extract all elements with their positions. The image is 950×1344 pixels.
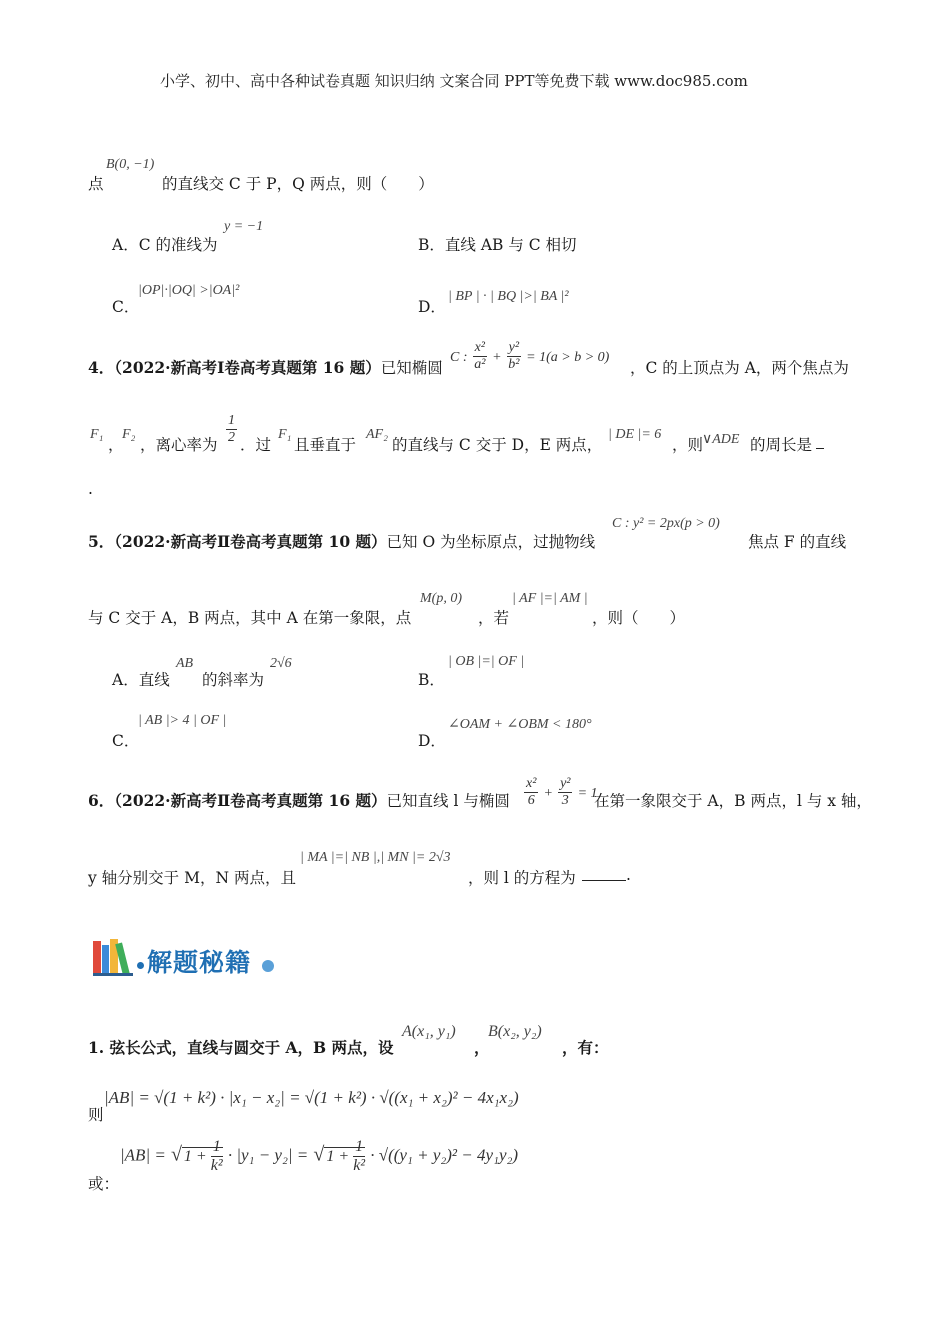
tip1-formula-y: |AB| = √ 1 + $\frac{1}{\text{k²}}$ · |y₁ − y₂| = √ 1 + $\frac{1}{\text{k²}}$ · √((y₁ + y₂)² − 4y₁y₂) (120, 1138, 519, 1175)
tip1-f2-frac2 (353, 1138, 365, 1176)
q5-option-a: A．直线 (112, 671, 170, 689)
q6-ellipse-equation: $\frac{\text{x²}}{6}$ + $\frac{\text{y²}}{3}$ = 1 (526, 776, 598, 809)
section-dot-small (137, 962, 144, 969)
q3-option-d-math: | BP | · | BQ |>| BA |² (448, 289, 569, 304)
tip1-f2-frac2-den: k² (353, 1157, 366, 1175)
q4-ellipse-equation: C : $\frac{\text{x²}}{\text{a²}}$ + $\frac{\text{y²}}{\text{b²}}$ = 1(a > b > 0) (450, 340, 610, 373)
tip1-formula-x: |AB| = √(1 + k²) · |x₁ − x₂| = √(1 + k²) · √((x₁ + x₂)² − 4x₁x₂) (104, 1088, 519, 1107)
q4-l2-t5: ，则 (672, 436, 704, 454)
q3-option-b: B．直线 AB 与 C 相切 (418, 236, 577, 254)
q3-option-d: D． (418, 298, 446, 316)
q5-option-a-text: 的斜率为 (202, 671, 265, 689)
q5-option-d-math: ∠OAM + ∠OBM < 180° (448, 717, 592, 732)
q3-option-c-math: |OP|·|OQ| >|OA|² (138, 283, 240, 298)
q4-text1: 已知椭圆 (380, 359, 443, 377)
tip1-text1: 1. 弦长公式，直线与圆交于 A，B 两点，设 (88, 1038, 394, 1057)
q4-sep1: ， (108, 436, 124, 454)
q6-answer-blank (582, 880, 626, 881)
q4-f2: F₂ (122, 427, 136, 442)
q4-eq-frac-y-den: b² (508, 357, 520, 373)
q4-eq-prefix: C : (450, 350, 468, 366)
q4-eq-frac-x-num: x² (473, 340, 487, 357)
tip1-f2-rhs: · √((y₁ + y₂)² − 4y₁y₂) (370, 1145, 519, 1165)
tip1-point-b: B(x₂, y₂) (488, 1023, 542, 1040)
tip1-f2-sqrt1-text: 1 + (183, 1147, 207, 1165)
q6-source: （2022·新高考Ⅱ卷高考真题第 16 题） (114, 791, 387, 810)
q4-source: （2022·新高考Ⅰ卷高考真题第 16 题） (114, 358, 381, 377)
q5-option-c: C． (112, 732, 140, 750)
q4-f1b: F₁ (278, 427, 292, 442)
q5-parabola: C : y² = 2px(p > 0) (612, 516, 720, 531)
q6-frac-x-den: 6 (527, 793, 535, 809)
q6-frac-x (524, 776, 538, 809)
q3-line1-prefix: 点 (88, 175, 104, 193)
q3-option-a: A．C 的准线为 (112, 236, 218, 254)
q6-text1: 已知直线 l 与椭圆 (386, 792, 510, 810)
q5-number: 5． (88, 532, 115, 551)
q5-option-b-math: | OB |=| OF | (448, 654, 525, 669)
q5-option-b: B． (418, 671, 445, 689)
q4-f1: F₁ (90, 427, 104, 442)
tip1-f2-frac2-num: 1 (353, 1138, 365, 1157)
q4-triangle: ∨ADE (702, 432, 740, 447)
q5-point-m: M(p, 0) (420, 591, 462, 606)
q4-number: 4． (88, 358, 115, 377)
q6-conditions: | MA |=| NB |,| MN |= 2√3 (300, 850, 451, 865)
q5-text1: 已知 O 为坐标原点，过抛物线 (386, 533, 596, 551)
tip1-f2-frac1-den: k² (210, 1157, 223, 1175)
q4-half-den: 2 (228, 430, 235, 446)
q5-source: （2022·新高考Ⅱ卷高考真题第 10 题） (114, 532, 387, 551)
q6-number: 6． (88, 791, 115, 810)
q5-text2: 焦点 F 的直线 (748, 533, 847, 551)
q4-line1 (88, 356, 443, 378)
q4-text2: ，C 的上顶点为 A，两个焦点为 (630, 359, 849, 377)
q4-answer-blank (816, 448, 824, 449)
q5-option-d: D． (418, 732, 446, 750)
q3-option-c: C． (112, 298, 140, 316)
q4-l2-t3: 且垂直于 (294, 436, 357, 454)
page-header: 小学、初中、高中各种试卷真题 知识归纳 文案合同 PPT等免费下载 www.doc985.com (160, 72, 748, 90)
q5-l2-t1: 与 C 交于 A，B 两点，其中 A 在第一象限，点 (88, 609, 412, 627)
section-accent-dot (262, 960, 274, 972)
tip1-f2-lhs: |AB| = (120, 1145, 166, 1165)
q3-option-a-math: y = −1 (224, 219, 264, 234)
tip1-then: 则 (88, 1106, 104, 1124)
q4-de: | DE |= 6 (608, 427, 662, 442)
q6-l2-t2: ，则 l 的方程为 (468, 869, 576, 887)
q6-frac-y-den: 3 (561, 793, 569, 809)
q4-line3: . (88, 480, 93, 498)
q4-eq-frac-x (473, 340, 487, 373)
q4-half-frac (226, 413, 237, 446)
q6-l2-t1: y 轴分别交于 M，N 两点，且 (88, 869, 296, 887)
q4-l2-t4: 的直线与 C 交于 D，E 两点， (392, 436, 603, 454)
q5-l2-t3: ，则（ ） (592, 609, 686, 627)
tip1-text2: ，有： (562, 1038, 609, 1057)
q4-eq-frac-x-den: a² (474, 357, 486, 373)
books-icon (92, 937, 136, 977)
q5-option-a-value: 2√6 (270, 656, 292, 671)
tip1-f2-frac1 (211, 1138, 223, 1176)
q4-eq-frac-y (507, 340, 521, 373)
tip1-point-a: A(x₁, y₁) (402, 1023, 456, 1040)
q6-eq-suffix: = 1 (577, 786, 598, 802)
tip1-f2-frac1-num: 1 (211, 1138, 223, 1157)
q6-frac-y-num: y² (558, 776, 572, 793)
q6-l2-t3: . (626, 866, 631, 884)
q4-l2-t6: 的周长是 (750, 436, 813, 454)
q3-point-b: B(0, −1) (106, 157, 155, 172)
tip1-f2-mid: · |y₁ − y₂| = (227, 1145, 309, 1165)
tip1-sep: ， (474, 1038, 490, 1057)
q4-af2: AF₂ (366, 427, 388, 442)
q5-af-am: | AF |=| AM | (512, 591, 588, 606)
section-title: 解题秘籍 (147, 948, 252, 977)
q6-text2: 在第一象限交于 A，B 两点，l 与 x 轴， (594, 792, 872, 810)
q3-line1-suffix: 的直线交 C 于 P，Q 两点，则（ ） (162, 175, 434, 193)
q4-l2-t2: ．过 (240, 436, 272, 454)
tip1-or: 或： (88, 1175, 120, 1193)
q5-l2-t2: ，若 (478, 609, 510, 627)
q4-half-num: 1 (226, 413, 237, 430)
q6-frac-y (558, 776, 572, 809)
q5-option-c-math: | AB |> 4 | OF | (138, 713, 227, 728)
q4-eq-frac-y-num: y² (507, 340, 521, 357)
q4-eq-suffix: = 1(a > b > 0) (526, 350, 610, 366)
tip1-f2-sqrt2-text: 1 + (326, 1147, 350, 1165)
q6-frac-x-num: x² (524, 776, 538, 793)
q4-l2-t1: ，离心率为 (140, 436, 218, 454)
q5-line1 (88, 530, 595, 552)
q6-line1 (88, 789, 510, 811)
q5-option-a-ab: AB (176, 656, 194, 671)
